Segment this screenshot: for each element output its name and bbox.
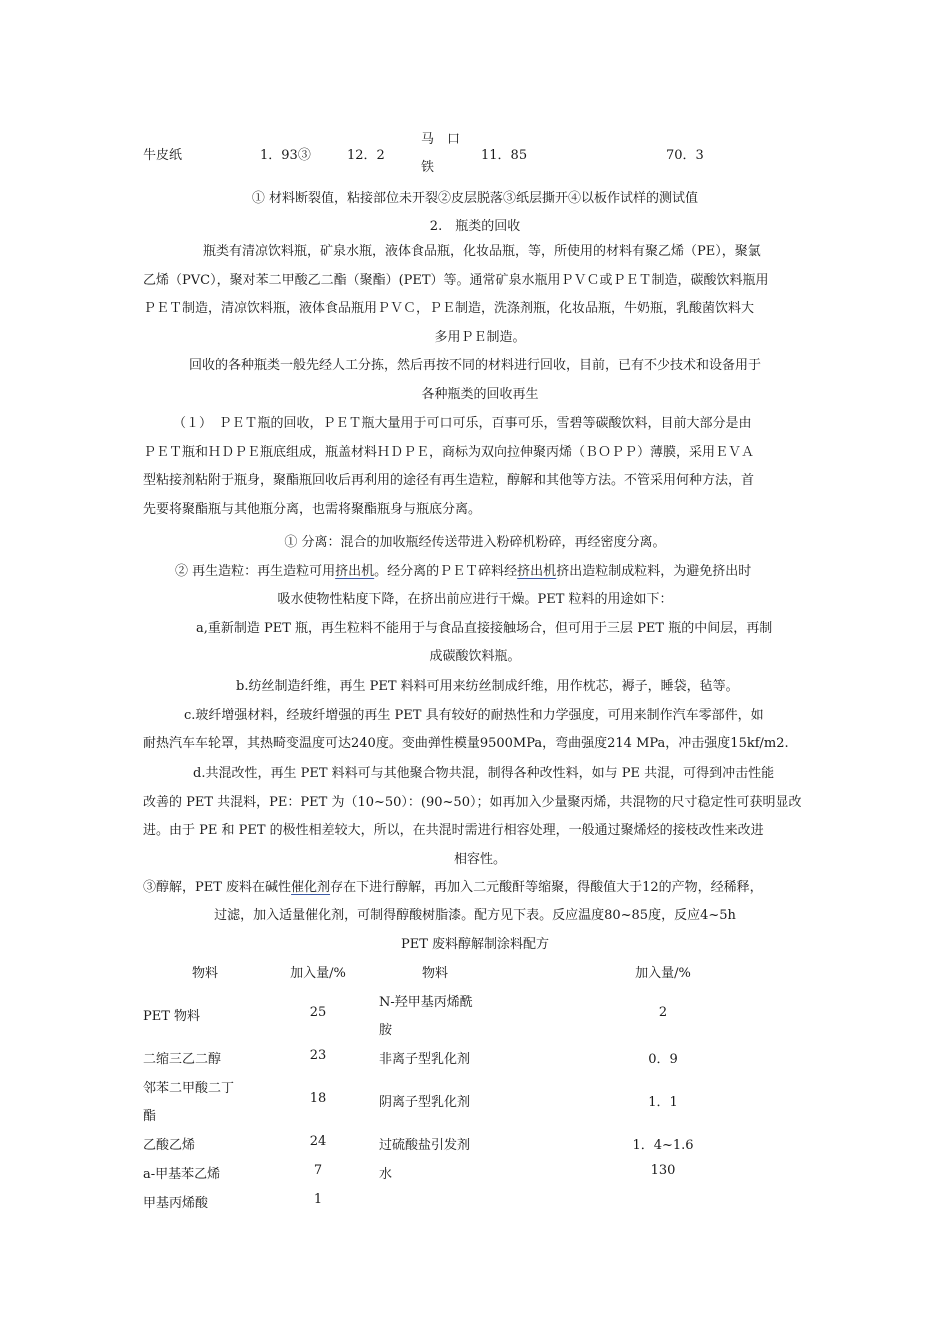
recipe-material-cell: 阴离子型乳化剂 (379, 1095, 471, 1110)
item-separation: ① 分离：混合的加收瓶经传送带进入粉碎机粉碎，再经密度分离。 (284, 535, 666, 550)
paragraph-line: 改善的 PET 共混料，PE：PET 为（10~50）：(90~50）；如再加入少量聚丙烯，共混物的尺寸稳定性可获明显改 (143, 794, 802, 810)
sub-item-b: b.纺丝制造纤维，再生 PET 料料可用来纺丝制成纤维，用作枕芯，褥子，睡袋，毡等。 (236, 679, 739, 694)
recipe-amount-cell: 2 (658, 1005, 668, 1020)
top-table-material: 牛皮纸 (143, 148, 183, 163)
section-title: 2. 瓶类的回收 (429, 219, 521, 234)
top-table-value-3: 11．85 (481, 148, 528, 163)
item-regranulation-line2: 吸水使物性粘度下降，在挤出前应进行干燥。PET 粒料的用途如下： (277, 592, 673, 607)
recipe-amount-cell: 1．1 (648, 1095, 678, 1110)
item-alcoholysis-line2: 过滤，加入适量催化剂，可制得醇酸树脂漆。配方见下表。反应温度80~85度，反应4~5h (214, 908, 736, 923)
top-table-value-1: 1．93③ (260, 148, 311, 163)
sub-item-d (143, 760, 817, 874)
paragraph-line: 进。由于 PE 和 PET 的极性相差较大，所以，在共混时需进行相容处理，一般通过聚烯烃的接枝改性来改进 (143, 823, 764, 838)
recipe-amount-cell: 18 (309, 1091, 327, 1106)
recipe-amount-cell: 1．4~1.6 (632, 1138, 694, 1153)
paragraph-line: ＰＥＴ制造，清凉饮料瓶，液体食品瓶用ＰＶＣ，ＰＥ制造，洗涤剂瓶，化妆品瓶，牛奶瓶，乳酸菌饮料大 (143, 301, 755, 316)
recipe-material-cell: PET 物料 (143, 1009, 201, 1024)
recipe-material-cell: a-甲基苯乙烯 (143, 1167, 221, 1182)
recipe-material-cell: 非离子型乳化剂 (379, 1052, 471, 1067)
paragraph-line: ＰＥＴ瓶和ＨＤＰＥ瓶底组成，瓶盖材料ＨＤＰＥ，商标为双向拉伸聚丙烯（ＢＯＰＰ）薄膜，采用ＥＶＡ (143, 444, 755, 460)
recipe-material-cell: 酯 (143, 1109, 157, 1124)
paragraph-line: （１） ＰＥＴ瓶的回收，ＰＥＴ瓶大量用于可口可乐，百事可乐，雪碧等碳酸饮料，目前大部分是由 (173, 416, 752, 431)
recipe-amount-cell: 25 (309, 1005, 327, 1020)
top-table-value-2: 12．2 (347, 148, 385, 163)
recipe-header-material: 物料 (191, 966, 219, 981)
sub-item-a-line1: a,重新制造 PET 瓶，再生粒料不能用于与食品直接接触场合，但可用于三层 PET 瓶的中间层，再制 (196, 621, 773, 636)
paragraph-line: 多用ＰＥ制造。 (434, 329, 526, 345)
recipe-amount-cell: 130 (650, 1163, 676, 1178)
recipe-table-title: PET 废料醇解制涂料配方 (400, 937, 550, 952)
item-regranulation-line1 (175, 560, 751, 579)
item-text: ② 再生造粒：再生造粒可用 (175, 564, 336, 579)
top-table-material-2-line2: 铁 (421, 160, 435, 175)
footnote: ① 材料断裂值，粘接部位未开裂②皮层脱落③纸层撕开④以板作试样的测试值 (251, 191, 699, 206)
recipe-header-material: 物料 (421, 966, 449, 981)
item-text: 存在下进行醇解，再加入二元酸酐等缩聚，得酸值大于12的产物，经稀释， (330, 880, 763, 895)
paragraph-recycling-overview (143, 352, 817, 409)
recipe-amount-cell: 23 (309, 1048, 327, 1063)
paragraph-line: 瓶类有清凉饮料瓶，矿泉水瓶，液体食品瓶，化妆品瓶，等，所使用的材料有聚乙烯（PE），聚氯 (203, 244, 761, 259)
recipe-header-amount: 加入量/% (290, 966, 346, 981)
paragraph-pet-recycling (143, 410, 817, 524)
paragraph-line: d.共混改性，再生 PET 料料可与其他聚合物共混，制得各种改性料，如与 PE 共混，可得到冲击性能 (193, 766, 775, 781)
recipe-material-cell: 甲基丙烯酸 (143, 1196, 209, 1211)
paragraph-line: 乙烯（PVC），聚对苯二甲酸乙二酯（聚酯）(PET）等。通常矿泉水瓶用ＰＶＣ或ＰＥＴ制造，碳酸饮料瓶用 (143, 272, 769, 288)
recipe-amount-cell: 1 (313, 1192, 323, 1207)
recipe-header-amount: 加入量/% (635, 966, 691, 981)
sub-item-c-line1: c.玻纤增强材料，经玻纤增强的再生 PET 具有较好的耐热性和力学强度，可用来制作汽车零部件，如 (184, 708, 764, 723)
recipe-material-cell: 过硫酸盐引发剂 (379, 1138, 471, 1153)
recipe-material-cell: 二缩三乙二醇 (143, 1052, 222, 1067)
top-table-material-2-line1: 马 口 (421, 132, 461, 147)
paragraph-line: 回收的各种瓶类一般先经人工分拣，然后再按不同的材料进行回收，目前，已有不少技术和设备用于 (189, 358, 762, 373)
extruder-link[interactable]: 挤出机 (517, 564, 557, 579)
recipe-material-cell: 邻苯二甲酸二丁 (143, 1081, 235, 1096)
sub-item-c-line2: 耐热汽车车轮罩，其热畸变温度可达240度。变曲弹性模量9500MPa，弯曲强度214 MPa，冲击强度15kf/m2. (143, 736, 789, 751)
sub-item-a-line2: 成碳酸饮料瓶。 (429, 649, 521, 664)
paragraph-line: 型粘接剂粘附于瓶身，聚酯瓶回收后再利用的途径有再生造粒，醇解和其他等方法。不管采用何种方法，首 (143, 473, 755, 488)
extruder-link[interactable]: 挤出机 (335, 564, 375, 579)
recipe-material-cell: 胺 (379, 1023, 393, 1038)
catalyst-link[interactable]: 催化剂 (291, 880, 331, 895)
paragraph-line: 先要将聚酯瓶与其他瓶分离，也需将聚酯瓶身与瓶底分离。 (143, 501, 482, 517)
recipe-amount-cell: 24 (309, 1134, 327, 1149)
item-alcoholysis-line1 (143, 876, 763, 895)
recipe-amount-cell: 7 (313, 1163, 323, 1178)
paragraph-line: 各种瓶类的回收再生 (421, 386, 539, 402)
item-text: 。经分离的ＰＥＴ碎料经 (374, 564, 518, 579)
recipe-material-cell: 乙酸乙烯 (143, 1138, 196, 1153)
recipe-amount-cell: 0．9 (648, 1052, 678, 1067)
top-table-value-4: 70．3 (666, 148, 704, 163)
paragraph-line: 相容性。 (453, 851, 506, 867)
item-text: ③醇解，PET 废料在碱性 (143, 880, 292, 895)
recipe-material-cell: N-羟甲基丙烯酰 (379, 995, 473, 1010)
paragraph-bottle-types (143, 238, 817, 352)
recipe-material-cell: 水 (379, 1167, 393, 1182)
item-text: 挤出造粒制成粒料，为避免挤出时 (556, 564, 752, 579)
